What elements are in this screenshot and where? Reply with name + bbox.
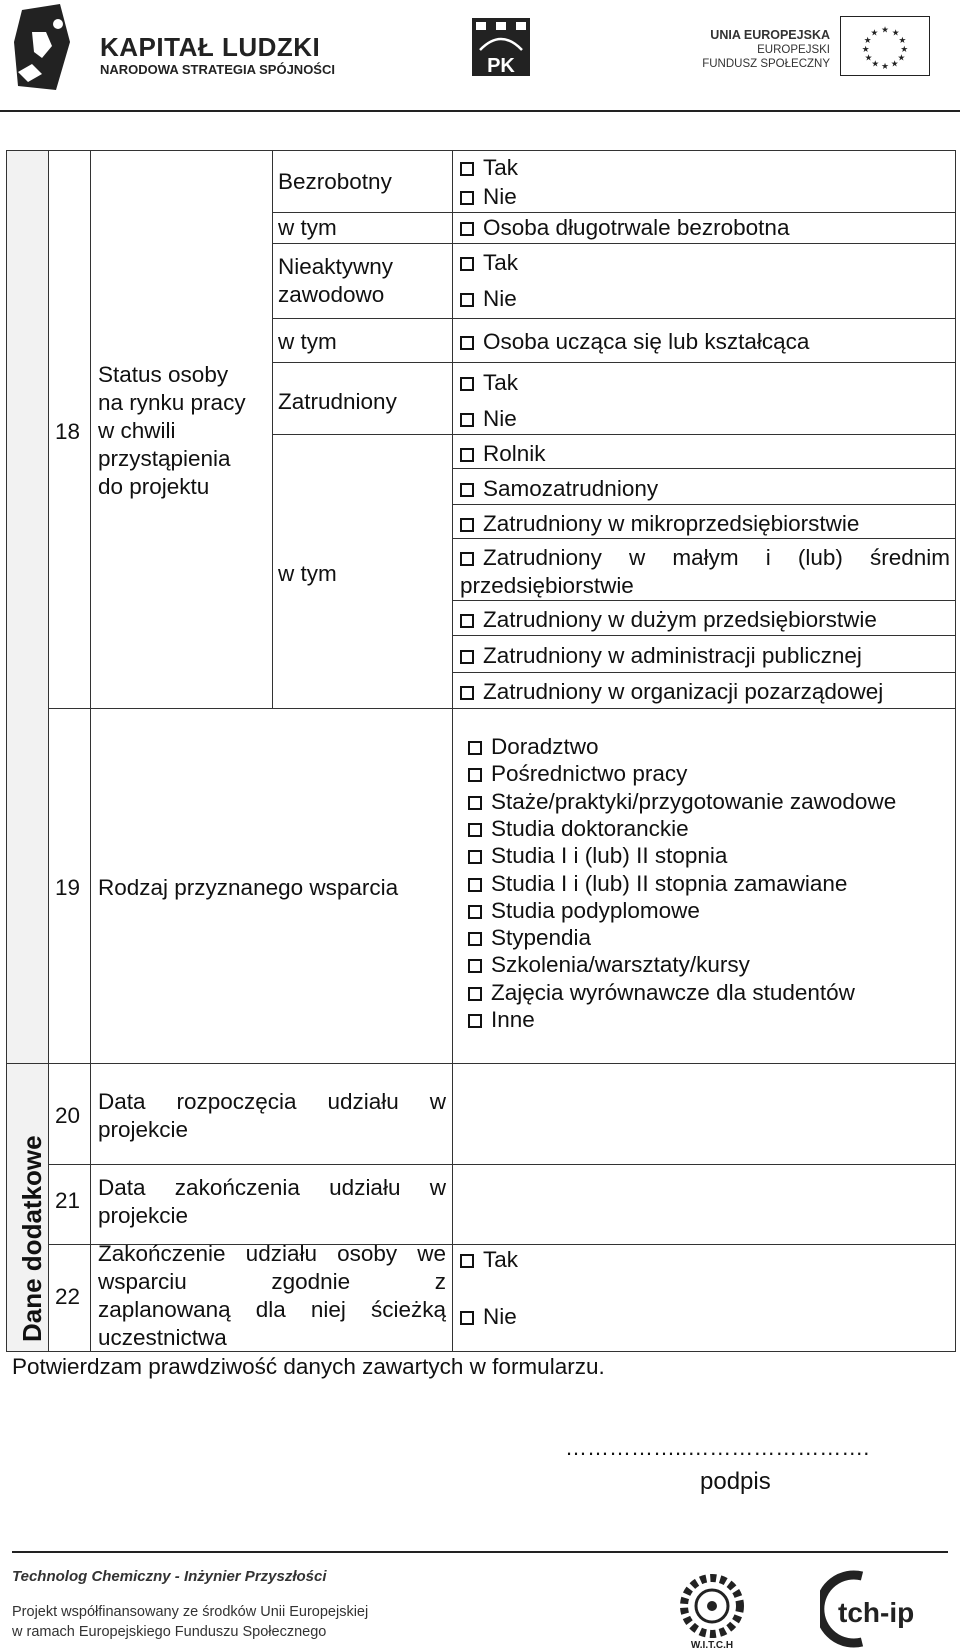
table-border — [272, 434, 956, 435]
status-nieaktywny: zawodowo — [278, 282, 385, 307]
checkbox[interactable] — [468, 959, 482, 973]
tch-logo-text: tch-ip — [838, 1597, 915, 1628]
row22-label: zaplanowaną dla niej ścieżką — [98, 1297, 446, 1322]
table-border — [6, 150, 956, 151]
support-option[interactable]: Studia podyplomowe — [468, 897, 700, 925]
kapital-ludzki-logo — [12, 2, 74, 94]
end-date-field[interactable] — [458, 1170, 950, 1240]
svg-text:★: ★ — [891, 28, 900, 39]
support-option[interactable]: Studia doktoranckie — [468, 815, 689, 843]
status-nieaktywny: Nieaktywny — [278, 254, 394, 279]
support-option[interactable]: Studia I i (lub) II stopnia — [468, 842, 727, 870]
table-border — [48, 708, 956, 709]
checkbox[interactable] — [460, 191, 474, 205]
svg-text:★: ★ — [897, 53, 906, 64]
svg-text:★: ★ — [863, 36, 872, 47]
table-border — [6, 1063, 956, 1064]
table-border — [48, 1164, 956, 1165]
checkbox[interactable] — [460, 614, 474, 628]
checkbox-option[interactable]: Nie — [460, 285, 517, 313]
kapital-ludzki-title: KAPITAŁ LUDZKI — [100, 32, 321, 62]
tch-ip-logo — [820, 1568, 960, 1650]
side-label: Dane dodatkowe — [17, 1135, 47, 1342]
checkbox[interactable] — [468, 768, 482, 782]
checkbox[interactable] — [468, 878, 482, 892]
checkbox-option[interactable]: Rolnik — [460, 440, 546, 468]
ue-subtitle-line1: EUROPEJSKI — [757, 44, 830, 56]
row-number: 20 — [55, 1103, 81, 1128]
checkbox[interactable] — [460, 336, 474, 350]
svg-text:★: ★ — [881, 62, 889, 73]
checkbox-option-continuation: przedsiębiorstwie — [460, 573, 634, 598]
table-border — [272, 318, 956, 319]
checkbox[interactable] — [460, 413, 474, 427]
row18-label-line: Status osoby — [98, 362, 229, 387]
kapital-ludzki-subtitle: NARODOWA STRATEGIA SPÓJNOŚCI — [100, 62, 335, 77]
table-border — [452, 635, 956, 636]
svg-text:★: ★ — [890, 59, 899, 70]
pk-university-logo — [470, 16, 532, 78]
svg-text:★: ★ — [871, 59, 880, 70]
table-border — [452, 504, 956, 505]
row18-label-line: w chwili — [98, 418, 176, 443]
svg-text:★: ★ — [864, 53, 873, 64]
checkbox-option[interactable]: Zatrudniony w administracji publicznej — [460, 642, 862, 670]
checkbox[interactable] — [460, 1254, 474, 1268]
checkbox-option[interactable]: Tak — [460, 369, 518, 397]
checkbox-option[interactable]: Nie — [460, 183, 517, 211]
checkbox[interactable] — [460, 257, 474, 271]
checkbox-option[interactable]: Tak — [460, 154, 518, 182]
svg-text:★: ★ — [900, 44, 909, 55]
row20-label: Data rozpoczęcia udziału w — [98, 1089, 446, 1114]
checkbox[interactable] — [460, 222, 474, 236]
signature-label: podpis — [700, 1468, 771, 1495]
checkbox-option[interactable]: Nie — [460, 405, 517, 433]
row20-label: projekcie — [98, 1117, 189, 1142]
status-w-tym: w tym — [278, 329, 337, 354]
svg-text:★: ★ — [898, 36, 907, 47]
checkbox-option[interactable]: Tak — [460, 1246, 518, 1274]
footer-project-line: w ramach Europejskiego Funduszu Społecznego — [12, 1624, 327, 1640]
eu-flag-icon — [840, 16, 930, 76]
row22-label: wsparciu zgodnie z — [98, 1269, 446, 1294]
checkbox-option[interactable]: Zatrudniony w dużym przedsiębiorstwie — [460, 606, 877, 634]
checkbox[interactable] — [460, 293, 474, 307]
checkbox[interactable] — [468, 741, 482, 755]
row22-label: Zakończenie udziału osoby we — [98, 1241, 446, 1266]
checkbox-option[interactable]: Zatrudniony w mikroprzedsiębiorstwie — [460, 510, 859, 538]
checkbox[interactable] — [468, 1014, 482, 1028]
checkbox[interactable] — [460, 162, 474, 176]
signature-line[interactable]: ……………..……………………. — [565, 1435, 870, 1460]
table-border — [90, 150, 91, 1352]
row-number: 19 — [55, 875, 81, 900]
support-option[interactable]: Stypendia — [468, 924, 591, 952]
row18-label-line: przystąpienia — [98, 446, 231, 471]
ue-title: UNIA EUROPEJSKA — [710, 28, 830, 42]
table-border — [272, 362, 956, 363]
checkbox[interactable] — [460, 686, 474, 700]
checkbox[interactable] — [468, 905, 482, 919]
svg-text:★: ★ — [861, 44, 870, 55]
checkbox[interactable] — [468, 932, 482, 946]
header-divider — [0, 110, 960, 112]
support-option[interactable]: Zajęcia wyrównawcze dla studentów — [468, 979, 855, 1007]
checkbox[interactable] — [460, 518, 474, 532]
table-border — [452, 672, 956, 673]
checkbox-option[interactable]: Osoba ucząca się lub kształcąca — [460, 328, 809, 356]
checkbox[interactable] — [460, 1311, 474, 1325]
checkbox-option[interactable]: Tak — [460, 249, 518, 277]
table-border — [452, 150, 453, 1352]
checkbox[interactable] — [460, 483, 474, 497]
ue-subtitle-line2: FUNDUSZ SPOŁECZNY — [702, 58, 830, 70]
checkbox-option[interactable]: Samozatrudniony — [460, 475, 658, 503]
checkbox-option[interactable]: Osoba długotrwale bezrobotna — [460, 214, 789, 242]
table-border — [452, 538, 956, 539]
checkbox[interactable] — [468, 850, 482, 864]
row22-label: uczestnictwa — [98, 1325, 227, 1350]
support-option[interactable]: Szkolenia/warsztaty/kursy — [468, 951, 750, 979]
checkbox[interactable] — [468, 823, 482, 837]
svg-text:★: ★ — [881, 25, 889, 36]
status-bezrobotny: Bezrobotny — [278, 169, 392, 194]
row18-label-line: na rynku pracy — [98, 390, 246, 415]
table-border — [955, 150, 956, 1352]
svg-text:★: ★ — [870, 28, 879, 39]
row-number: 21 — [55, 1188, 81, 1213]
status-zatrudniony: Zatrudniony — [278, 389, 397, 414]
footer-project-line: Projekt współfinansowany ze środków Unii Europejskiej — [12, 1604, 369, 1620]
checkbox-option[interactable]: Zatrudniony w małym i (lub) średnim — [460, 544, 950, 572]
checkbox[interactable] — [468, 987, 482, 1001]
checkbox[interactable] — [468, 796, 482, 810]
table-border — [452, 600, 956, 601]
table-border — [272, 243, 956, 244]
table-border — [452, 468, 956, 469]
checkbox-option[interactable]: Zatrudniony w organizacji pozarządowej — [460, 678, 883, 706]
support-option[interactable]: Inne — [468, 1006, 535, 1034]
table-border — [48, 150, 49, 1352]
status-w-tym: w tym — [278, 215, 337, 240]
row18-label-line: do projektu — [98, 474, 210, 499]
row21-label: Data zakończenia udziału w — [98, 1175, 446, 1200]
footer-divider — [12, 1551, 948, 1553]
checkbox[interactable] — [460, 552, 474, 566]
status-w-tym: w tym — [278, 561, 337, 586]
checkbox[interactable] — [460, 650, 474, 664]
checkbox-option[interactable]: Nie — [460, 1303, 517, 1331]
pk-logo-text: PK — [487, 55, 515, 77]
checkbox[interactable] — [460, 377, 474, 391]
checkbox[interactable] — [460, 448, 474, 462]
start-date-field[interactable] — [458, 1070, 950, 1158]
confirmation-text: Potwierdzam prawdziwość danych zawartych w formularzu. — [12, 1354, 605, 1379]
footer-tagline: Technolog Chemiczny - Inżynier Przyszłości — [12, 1568, 327, 1585]
row19-label: Rodzaj przyznanego wsparcia — [98, 875, 399, 900]
witch-logo-text: W.I.T.C.H — [690, 1640, 734, 1650]
row-number: 18 — [55, 419, 81, 444]
row21-label: projekcie — [98, 1203, 189, 1228]
witch-gear-logo — [672, 1570, 752, 1650]
row-number: 22 — [55, 1284, 81, 1309]
support-option[interactable]: Pośrednictwo pracy — [468, 760, 687, 788]
table-border — [272, 150, 273, 708]
support-option[interactable]: Staże/praktyki/przygotowanie zawodowe — [468, 788, 896, 816]
support-option[interactable]: Studia I i (lub) II stopnia zamawiane — [468, 870, 847, 898]
support-option[interactable]: Doradztwo — [468, 733, 599, 761]
